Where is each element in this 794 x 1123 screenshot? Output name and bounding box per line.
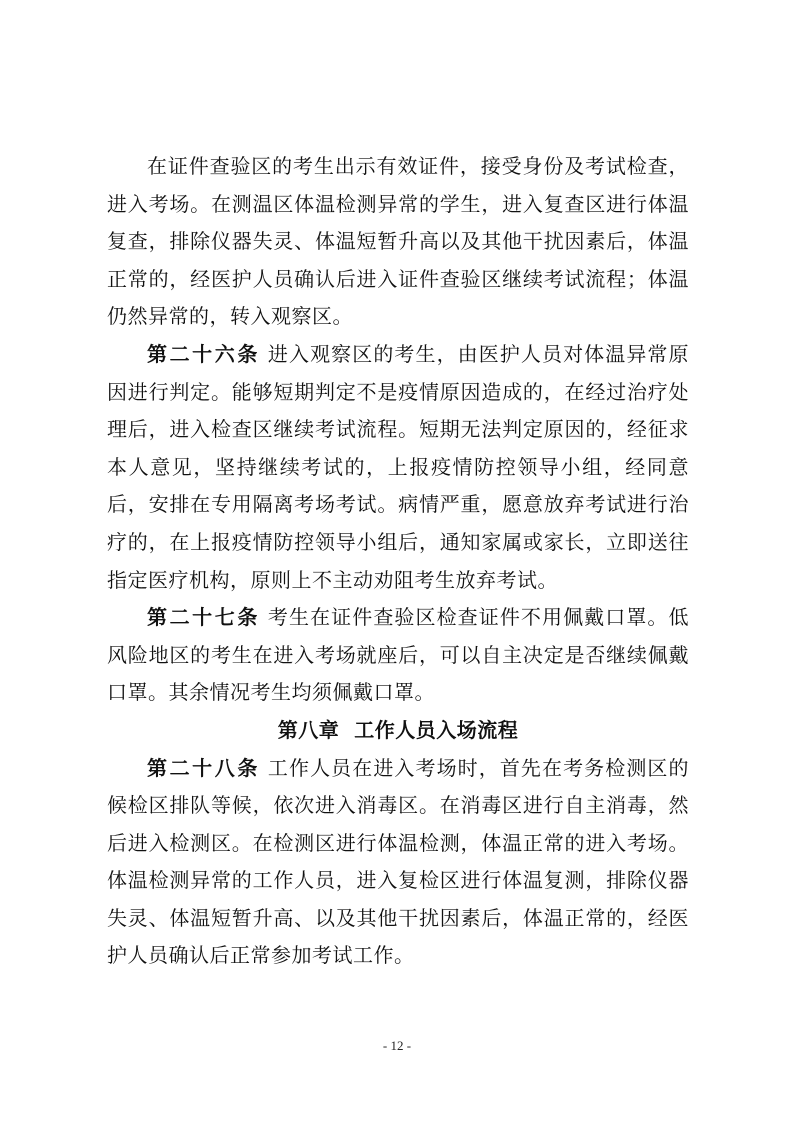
- article-27-label: 第二十七条: [147, 605, 260, 630]
- article-28-text: 工作人员在进入考场时，首先在考务检测区的候检区排队等候，依次进入消毒区。在消毒区进行自主消毒，然后进入检测区。在检测区进行体温检测，体温正常的进入考场。体温检测异常的工作人员，进入复检区进行体温复测，排除仪器失灵、体温短暂升高、以及其他干扰因素后，体温正常的，经医护人员确认后正常参加考试工作。: [107, 755, 690, 968]
- article-26-text: 进入观察区的考生，由医护人员对体温异常原因进行判定。能够短期判定不是疫情原因造成的，在经过治疗处理后，进入检查区继续考试流程。短期无法判定原因的，经征求本人意见，坚持继续考试的，上报疫情防控领导小组，经同意后，安排在专用隔离考场考试。病情严重，愿意放弃考试进行治疗的，在上报疫情防控领导小组后，通知家属或家长，立即送往指定医疗机构，原则上不主动劝阻考生放弃考试。: [107, 341, 690, 592]
- chapter-heading: 第八章 工作人员入场流程: [277, 717, 519, 742]
- paragraph: 在证件查验区的考生出示有效证件，接受身份及考试检查，进入考场。在测温区体温检测异常的学生，进入复查区进行体温复查，排除仪器失灵、体温短暂升高以及其他干扰因素后，体温正常的，经医护人员确认后进入证件查验区继续考试流程；体温仍然异常的，转入观察区。: [107, 154, 689, 329]
- article-26-label: 第二十六条: [147, 341, 260, 366]
- article-27: [107, 599, 689, 712]
- article-28-label: 第二十八条: [147, 755, 260, 780]
- article-27-text: 考生在证件查验区检查证件不用佩戴口罩。低风险地区的考生在进入考场就座后，可以自主决定是否继续佩戴口罩。其余情况考生均须佩戴口罩。: [107, 605, 690, 705]
- document-body: [107, 148, 689, 975]
- article-26: [107, 336, 689, 599]
- page-number: - 12 -: [382, 1038, 412, 1053]
- article-28: [107, 750, 689, 976]
